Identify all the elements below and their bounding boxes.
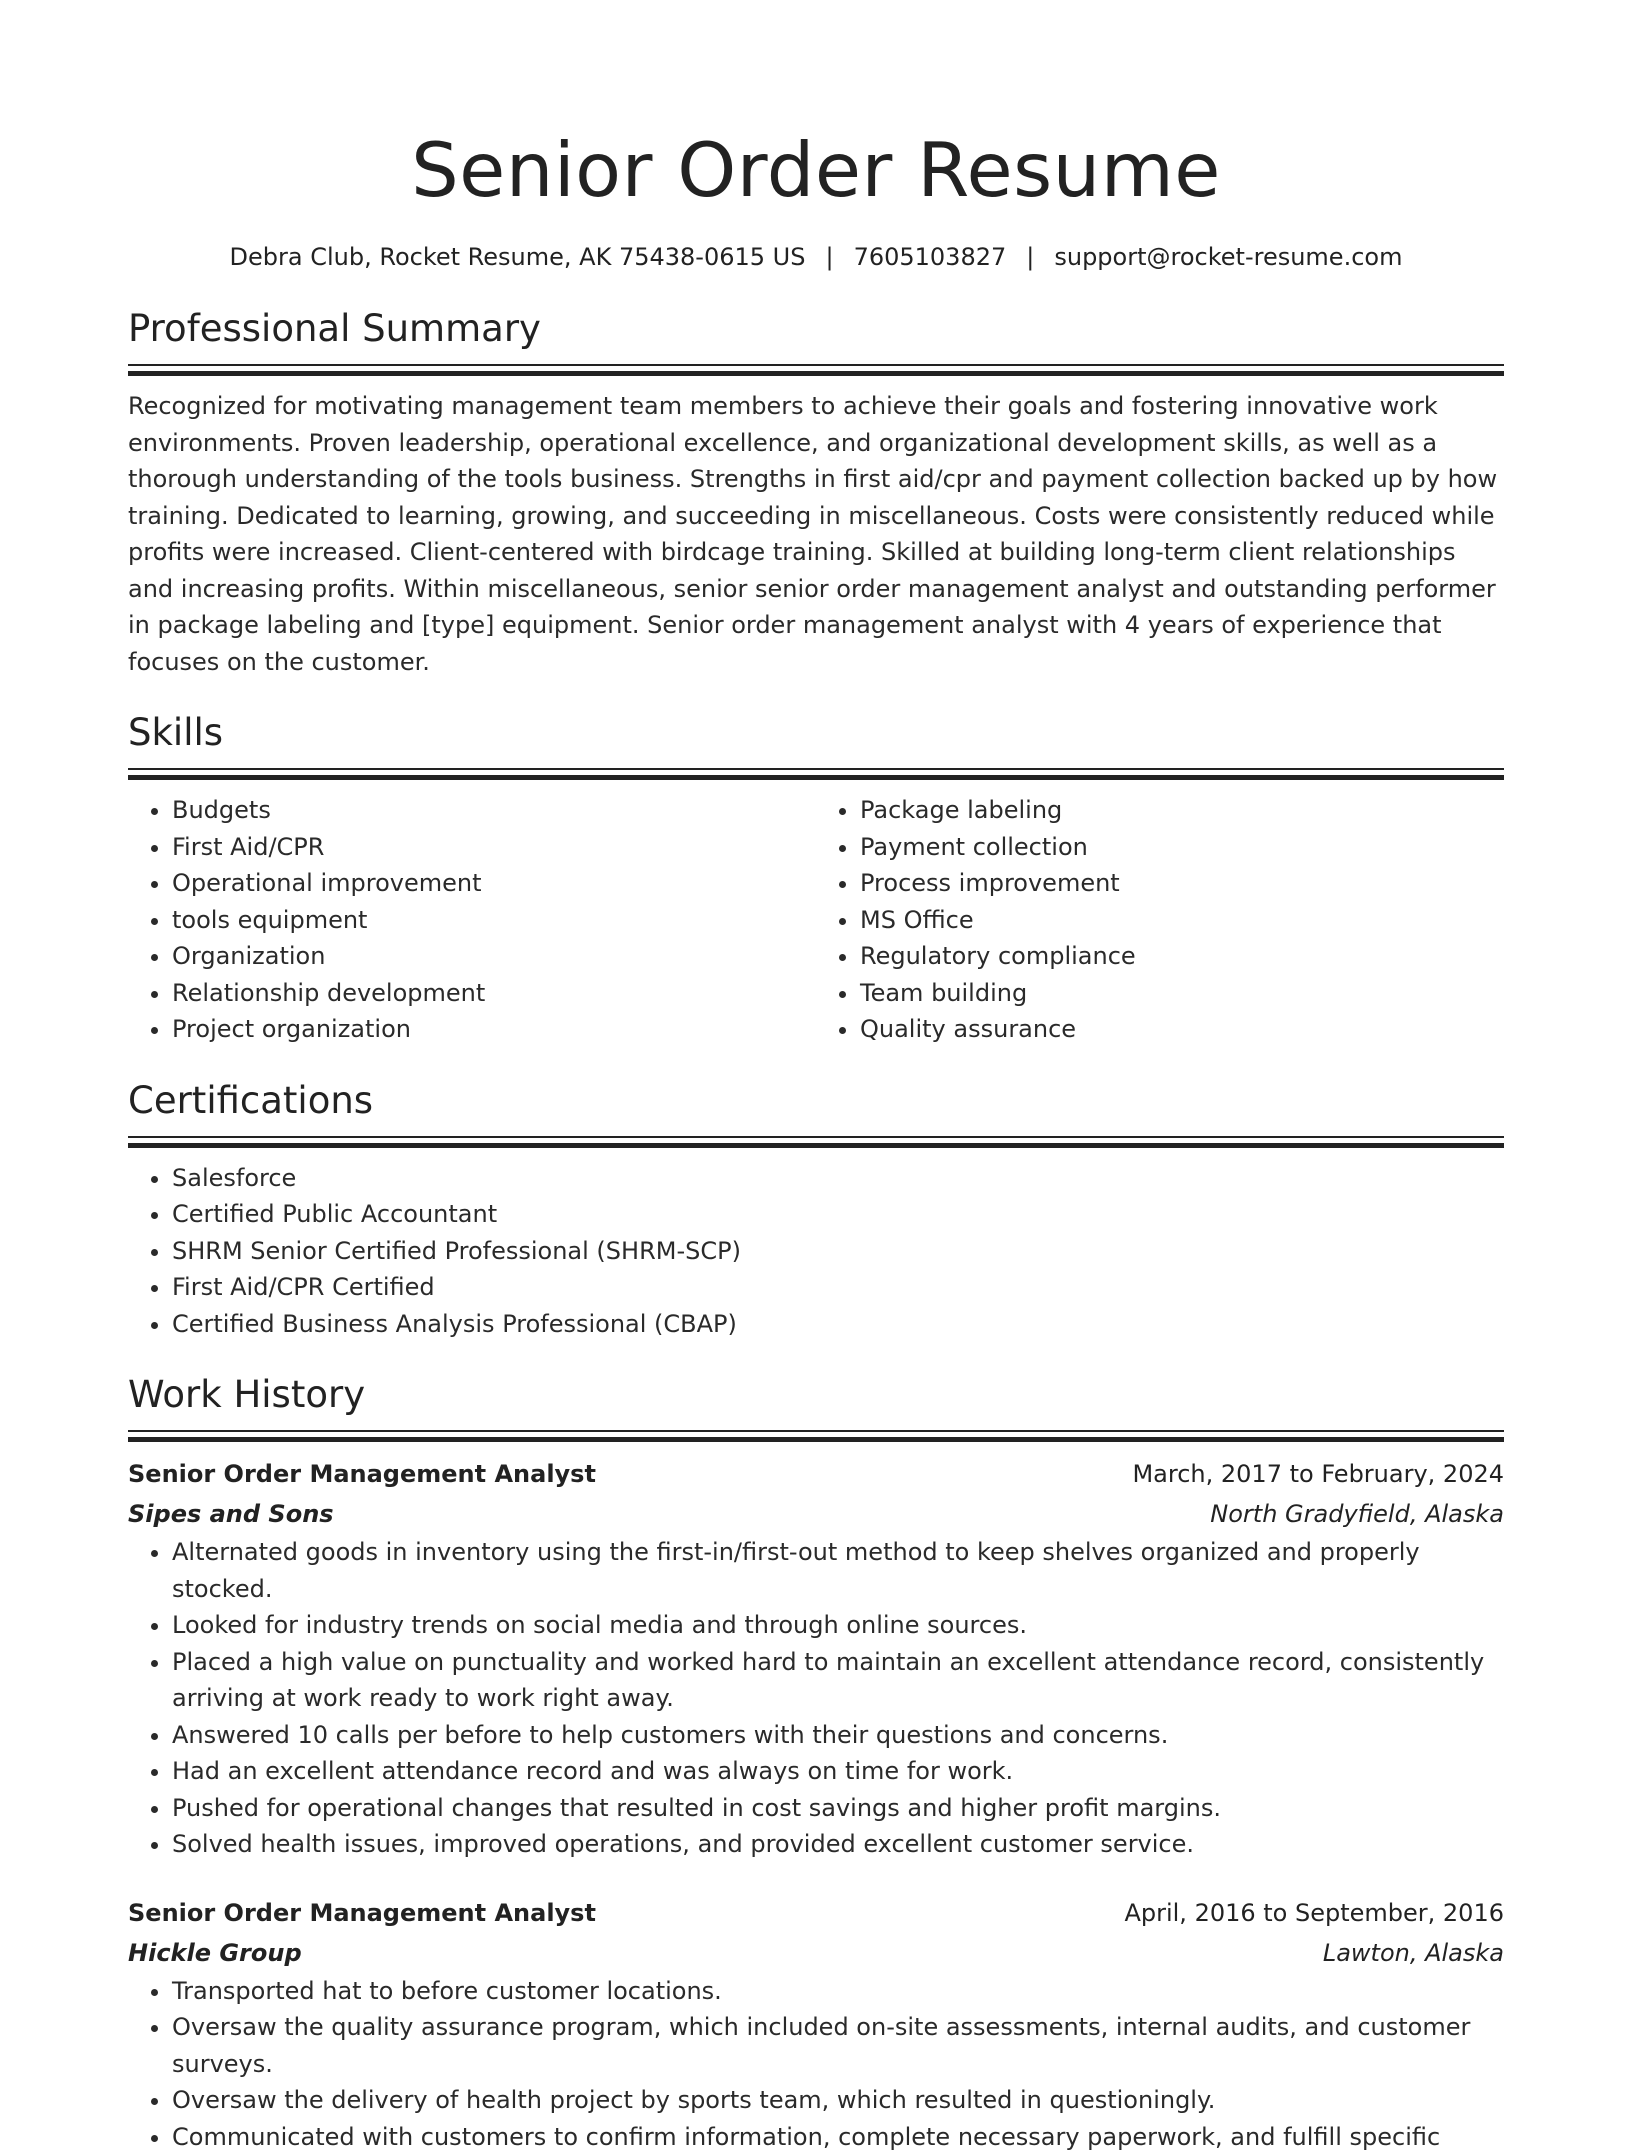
skill-item: • Operational improvement (172, 865, 816, 902)
resume-title: Senior Order Resume (128, 0, 1504, 220)
skills-section (128, 708, 1504, 1048)
job-bullets (128, 1534, 1504, 1863)
certification-item: • First Aid/CPR Certified (172, 1269, 1504, 1306)
skills-list-left (128, 792, 816, 1048)
job-bullet: • Pushed for operational changes that resulted in cost savings and higher profit margins. (172, 1790, 1504, 1827)
job-bullet: • Answered 10 calls per before to help customers with their questions and concerns. (172, 1717, 1504, 1754)
skill-item: • tools equipment (172, 902, 816, 939)
skill-item: • First Aid/CPR (172, 829, 816, 866)
job-bullets (128, 1973, 1504, 2155)
job-entry (128, 1893, 1504, 2155)
job-header-row (128, 1454, 1504, 1494)
contact-address: Debra Club, Rocket Resume, AK 75438-0615 US (230, 243, 806, 271)
job-bullet: • Had an excellent attendance record and was always on time for work. (172, 1753, 1504, 1790)
job-dates: March, 2017 to February, 2024 (1132, 1454, 1504, 1494)
skill-item: • MS Office (860, 902, 1504, 939)
skill-item: • Payment collection (860, 829, 1504, 866)
section-divider (128, 364, 1504, 376)
job-company-row (128, 1933, 1504, 1973)
job-company: Sipes and Sons (128, 1494, 334, 1534)
certification-item: • Certified Public Accountant (172, 1196, 1504, 1233)
summary-heading: Professional Summary (128, 304, 1504, 354)
section-divider (128, 1430, 1504, 1442)
certification-item: • Certified Business Analysis Professional (CBAP) (172, 1306, 1504, 1343)
section-divider (128, 1136, 1504, 1148)
job-dates: April, 2016 to September, 2016 (1124, 1893, 1504, 1933)
job-bullet: • Oversaw the quality assurance program, which included on-site assessments, internal audits, and customer surveys. (172, 2009, 1504, 2082)
skill-item: • Budgets (172, 792, 816, 829)
job-entry (128, 1454, 1504, 1863)
certifications-section (128, 1076, 1504, 1343)
job-bullet: • Alternated goods in inventory using the first-in/first-out method to keep shelves organized and properly stocked. (172, 1534, 1504, 1607)
job-company-row (128, 1494, 1504, 1534)
skill-item: • Regulatory compliance (860, 938, 1504, 975)
job-bullet: • Oversaw the delivery of health project by sports team, which resulted in questioningly. (172, 2082, 1504, 2119)
skill-item: • Relationship development (172, 975, 816, 1012)
job-bullet: • Looked for industry trends on social media and through online sources. (172, 1607, 1504, 1644)
contact-email: support@rocket-resume.com (1054, 243, 1402, 271)
certification-item: • Salesforce (172, 1160, 1504, 1197)
job-title: Senior Order Management Analyst (128, 1454, 596, 1494)
skill-item: • Package labeling (860, 792, 1504, 829)
job-location: North Gradyfield, Alaska (1210, 1494, 1504, 1534)
certifications-list (128, 1160, 1504, 1343)
skills-list-right (816, 792, 1504, 1048)
job-location: Lawton, Alaska (1323, 1933, 1504, 1973)
skill-item: • Organization (172, 938, 816, 975)
skills-heading: Skills (128, 708, 1504, 758)
contact-line (128, 240, 1504, 274)
contact-phone: 7605103827 (854, 243, 1007, 271)
job-company: Hickle Group (128, 1933, 302, 1973)
summary-text: Recognized for motivating management team members to achieve their goals and fostering innovative work environments. Proven leadership, operational excellence, and organizational development skills, as well as a thorough understanding of the tools business. Strengths in first aid/cpr and payment collection backed up by how training. Dedicated to learning, growing, and succeeding in miscellaneous. Costs were consistently reduced while profits were increased. Client-centered with birdcage training. Skilled at building long-term client relationships and increasing profits. Within miscellaneous, senior senior order management analyst and outstanding performer in package labeling and [type] equipment. Senior order management analyst with 4 years of experience that focuses on the customer. (128, 388, 1504, 680)
contact-separator: | (1026, 240, 1034, 274)
contact-separator: | (825, 240, 833, 274)
job-header-row (128, 1893, 1504, 1933)
work-history-heading: Work History (128, 1370, 1504, 1420)
skill-item: • Team building (860, 975, 1504, 1012)
job-bullet: • Communicated with customers to confirm information, complete necessary paperwork, and fulfill specific (172, 2119, 1504, 2155)
work-history-section (128, 1370, 1504, 2155)
skills-grid (128, 792, 1504, 1048)
skill-item: • Quality assurance (860, 1011, 1504, 1048)
job-title: Senior Order Management Analyst (128, 1893, 596, 1933)
section-divider (128, 768, 1504, 780)
job-bullet: • Transported hat to before customer locations. (172, 1973, 1504, 2010)
job-bullet: • Solved health issues, improved operations, and provided excellent customer service. (172, 1826, 1504, 1863)
certification-item: • SHRM Senior Certified Professional (SHRM-SCP) (172, 1233, 1504, 1270)
job-bullet: • Placed a high value on punctuality and worked hard to maintain an excellent attendance record, consistently arriving at work ready to work right away. (172, 1644, 1504, 1717)
skill-item: • Project organization (172, 1011, 816, 1048)
certifications-heading: Certifications (128, 1076, 1504, 1126)
skill-item: • Process improvement (860, 865, 1504, 902)
summary-section (128, 304, 1504, 680)
